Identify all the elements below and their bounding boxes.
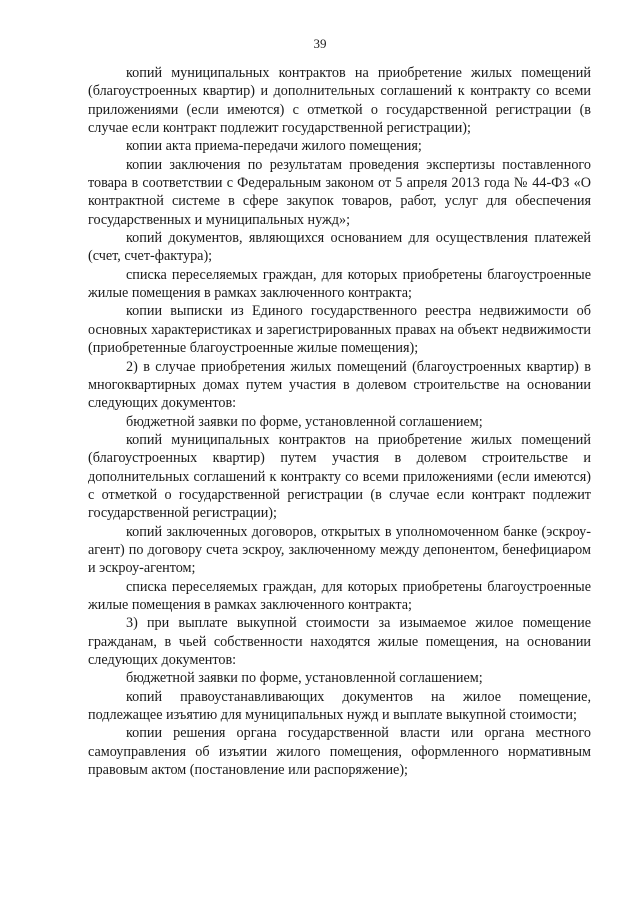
paragraph: списка переселяемых граждан, для которых приобретены благоустроенные жилые помещения в рамках заключенного контракта; xyxy=(88,266,591,302)
paragraph: копий документов, являющихся основанием для осуществления платежей (счет, счет-фактура); xyxy=(88,230,591,265)
paragraph: 3) при выплате выкупной стоимости за изымаемое жилое помещение гражданам, в чьей собственности находятся жилые помещения, на основании следующих документов: xyxy=(88,615,591,668)
paragraph: копий заключенных договоров, открытых в уполномоченном банке (эскроу-агент) по договору счета эскроу, заключенному между депонентом, бенефициаром и эскроу-агентом; xyxy=(88,523,591,577)
paragraph: бюджетной заявки по форме, установленной соглашением; xyxy=(126,670,483,687)
document-body xyxy=(88,64,591,779)
paragraph: копии выписки из Единого государственного реестра недвижимости об основных характеристиках и зарегистрированных правах на объект недвижимости (приобретенные благоустроенные жилые помещения); xyxy=(88,303,591,357)
paragraph: 2) в случае приобретения жилых помещений (благоустроенных квартир) в многоквартирных домах путем участия в долевом строительстве на основании следующих документов: xyxy=(88,358,591,412)
paragraph: копий правоустанавливающих документов на жилое помещение, подлежащее изъятию для муниципальных нужд и выплате выкупной стоимости; xyxy=(88,688,591,724)
paragraph: бюджетной заявки по форме, установленной соглашением; xyxy=(126,413,483,430)
page-number: 39 xyxy=(313,36,327,51)
paragraph: копии акта приема-передачи жилого помещения; xyxy=(126,138,422,155)
paragraph: копии решения органа государственной власти или органа местного самоуправления об изъятии жилого помещения, оформленного нормативным правовым актом (постановление или распоряжение); xyxy=(88,725,591,779)
paragraph: копий муниципальных контрактов на приобретение жилых помещений (благоустроенных квартир) и дополнительных соглашений к контракту со всеми приложениями (если имеются) с отметкой о государственной регистрации (в случае если контракт подлежит государственной регистрации); xyxy=(88,65,591,137)
paragraph: копий муниципальных контрактов на приобретение жилых помещений (благоустроенных квартир) путем участия в долевом строительстве и дополнительных соглашений к контракту со всеми приложениями (если имеются) с отметкой о государственной регистрации (в случае если контракт подлежит государственной регистрации); xyxy=(88,431,591,522)
paragraph: списка переселяемых граждан, для которых приобретены благоустроенные жилые помещения в рамках заключенного контракта; xyxy=(88,578,591,613)
paragraph: копии заключения по результатам проведения экспертизы поставленного товара в соответствии с Федеральным законом от 5 апреля 2013 года № 44-ФЗ «О контрактной системе в сфере закупок товаров, работ, услуг для обеспечения государственных и муниципальных нужд»; xyxy=(88,156,591,228)
